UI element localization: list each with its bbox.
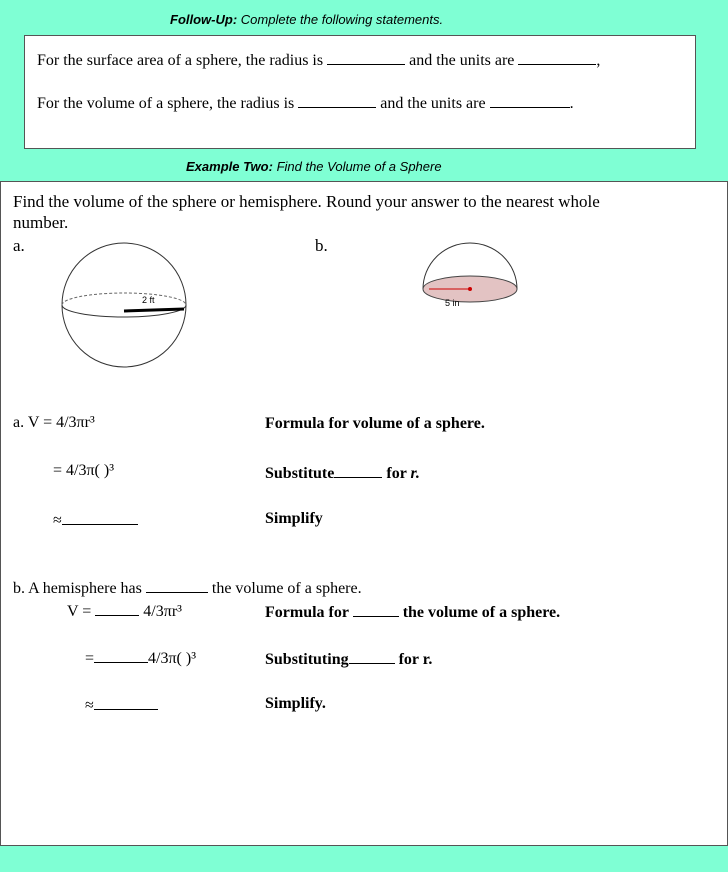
statement-2-mid: and the units are: [380, 95, 486, 112]
example-two-label: Example Two:: [186, 159, 273, 174]
approx-symbol-b: ≈: [85, 697, 94, 714]
follow-up-instruction: Complete the following statements.: [240, 12, 444, 27]
part-b-intro-prefix: b. A hemisphere has: [13, 580, 142, 597]
part-b-sub-blank[interactable]: [94, 648, 148, 663]
part-b-v-formula: [67, 601, 182, 621]
part-b-simplify: Simplify.: [265, 695, 326, 712]
v-note-suffix: the volume of a sphere.: [402, 604, 561, 621]
sphere-radius-label: 2 ft: [142, 295, 155, 305]
hemisphere-center-dot: [468, 287, 472, 291]
part-b-substitute-expr: [85, 648, 196, 668]
part-b-v-blank[interactable]: [95, 601, 139, 616]
part-b-answer-blank[interactable]: [94, 695, 158, 710]
worksheet-box: [0, 181, 728, 846]
hemisphere-radius-label: 5 in: [445, 298, 460, 308]
part-a-formula-note: Formula for volume of a sphere.: [265, 415, 485, 432]
part-b-substituting-blank[interactable]: [349, 649, 395, 664]
substitute-var: r.: [410, 465, 420, 482]
sphere-outline: [62, 243, 186, 367]
part-a-approx: [53, 510, 138, 530]
problem-instruction-line-2: number.: [13, 213, 69, 232]
part-b-intro: [13, 578, 362, 598]
sphere-radius-line: [124, 309, 184, 311]
part-a-substitute-expr: = 4/3π( )³: [53, 462, 114, 479]
part-a-label: a.: [13, 236, 25, 255]
statement-2-prefix: For the volume of a sphere, the radius is: [37, 95, 295, 112]
hemisphere-figure: [419, 242, 521, 312]
part-a-answer-blank[interactable]: [62, 510, 138, 525]
statement-1-mid: and the units are: [409, 52, 515, 69]
part-b-v-note: [265, 602, 560, 622]
radius-blank-surface-area[interactable]: [327, 50, 405, 65]
part-a-simplify: Simplify: [265, 510, 323, 527]
sub-note-prefix: Substituting: [265, 651, 349, 668]
statement-1-prefix: For the surface area of a sphere, the radius is: [37, 52, 324, 69]
v-formula: 4/3πr³: [143, 603, 182, 620]
sphere-figure: [56, 242, 196, 370]
part-b-label: b.: [315, 236, 328, 255]
hemisphere-fraction-blank[interactable]: [146, 578, 208, 593]
sphere-equator-back: [62, 293, 186, 305]
substitute-note-suffix: for: [386, 465, 407, 482]
part-a-formula: a. V = 4/3πr³: [13, 414, 95, 431]
v-prefix: V =: [67, 603, 92, 620]
follow-up-label: Follow-Up:: [170, 12, 238, 27]
v-note-prefix: Formula for: [265, 604, 349, 621]
problem-instruction-line-1: Find the volume of the sphere or hemisphere. Round your answer to the nearest whole: [13, 192, 600, 211]
part-b-substitute-note: [265, 649, 432, 669]
statement-1-end: ,: [596, 52, 601, 69]
approx-symbol: ≈: [53, 512, 62, 529]
follow-up-statement-1: [37, 50, 600, 70]
sub-expr: 4/3π( )³: [148, 650, 197, 667]
radius-blank-volume[interactable]: [298, 93, 376, 108]
units-blank-surface-area[interactable]: [518, 50, 596, 65]
follow-up-statement-2: [37, 93, 574, 113]
follow-up-box: [24, 35, 696, 149]
substitute-value-blank[interactable]: [334, 463, 382, 478]
part-b-note-blank[interactable]: [353, 602, 399, 617]
example-two-heading: [186, 159, 442, 174]
part-a-substitute-note: [265, 463, 420, 483]
example-two-title: Find the Volume of a Sphere: [276, 159, 442, 174]
units-blank-volume[interactable]: [490, 93, 570, 108]
sub-prefix: =: [85, 650, 95, 667]
sub-note-suffix: for r.: [398, 651, 433, 668]
statement-2-end: .: [569, 95, 574, 112]
substitute-note-prefix: Substitute: [265, 465, 335, 482]
part-b-approx: [85, 695, 158, 715]
part-b-intro-suffix: the volume of a sphere.: [211, 580, 362, 597]
follow-up-heading: [170, 12, 443, 27]
